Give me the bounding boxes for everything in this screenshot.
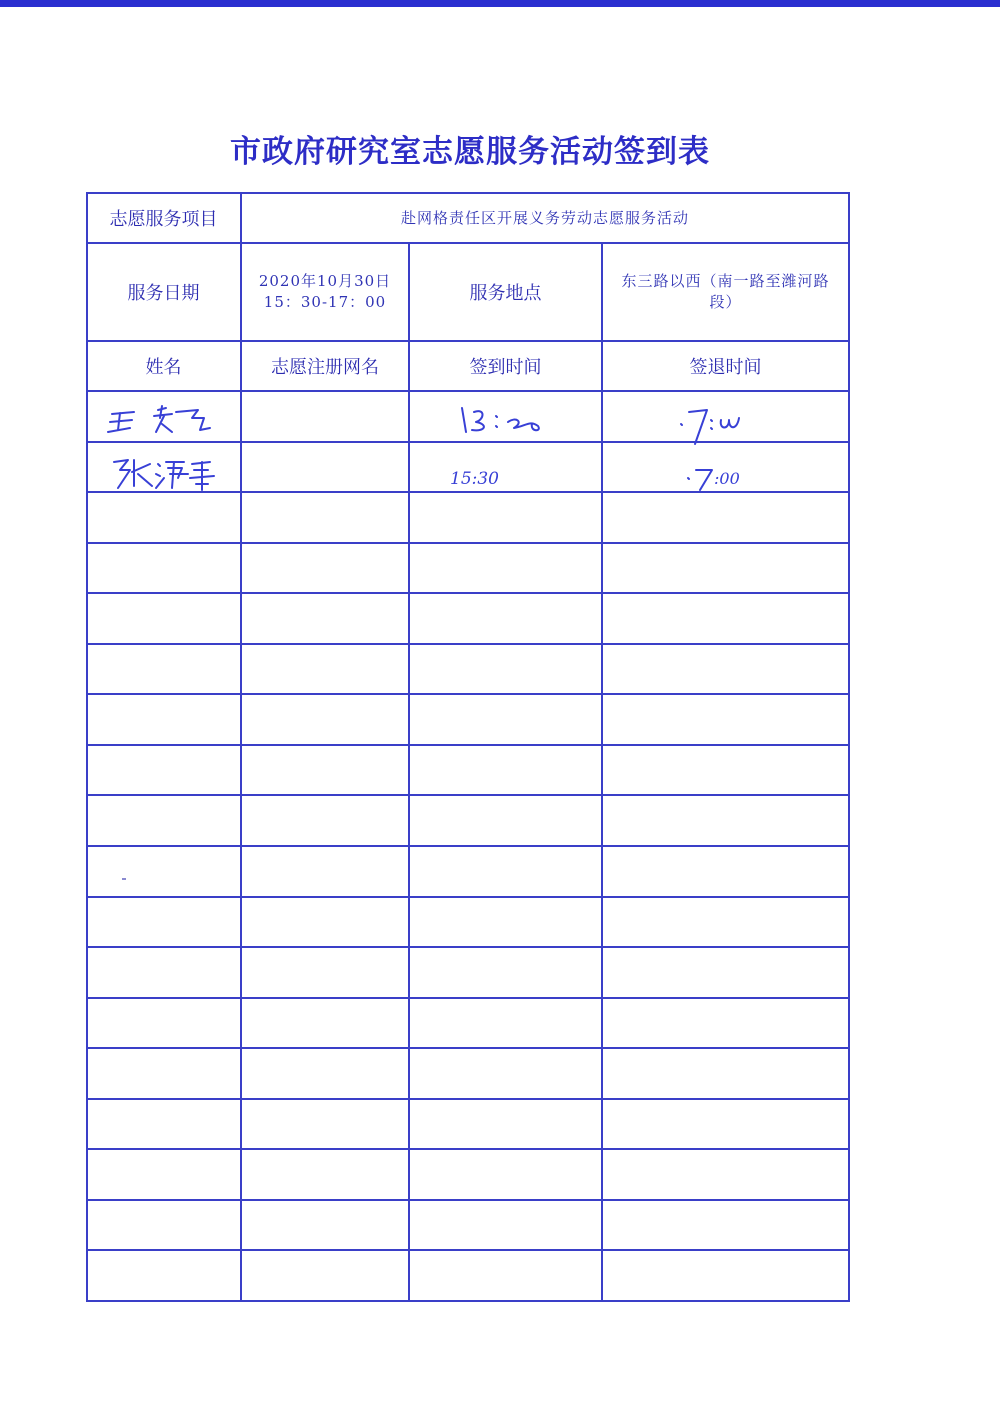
svg-text::00: :00 [714,469,740,488]
column-header-sign-out: 签退时间 [689,357,762,378]
scan-speck [122,878,126,880]
table-row-line [86,946,850,948]
table-border-right [848,192,850,1302]
project-value: 赴网格责任区开展义务劳动志愿服务活动 [400,208,689,227]
table-row-line [86,693,850,695]
table-row-line [86,592,850,594]
table-line [86,390,850,392]
table-row-line [86,1098,850,1100]
table-row-line [86,896,850,898]
service-date-value [242,244,408,340]
page-title: 市政府研究室志愿服务活动签到表 [230,134,710,170]
service-date-line2: 15：30-17：00 [263,293,387,311]
column-header-name: 姓名 [145,357,182,378]
project-label: 志愿服务项目 [109,209,218,230]
service-place-label: 服务地点 [469,283,542,304]
column-header-net-name: 志愿注册网名 [271,357,379,378]
column-header-sign-in: 签到时间 [469,357,542,378]
table-row-line [86,1199,850,1201]
handwritten-sign-in-row-1 [456,402,556,436]
handwritten-name-row-1 [106,402,216,436]
table-row-line [86,1148,850,1150]
table-row-line [86,794,850,796]
table-row-line [86,643,850,645]
handwritten-sign-in-row-2 [448,468,538,492]
service-place-value: 东三路以西（南一路至潍河路段） [621,272,830,311]
table-border-bottom [86,1300,850,1302]
table-row-line [86,1047,850,1049]
table-row-line [86,542,850,544]
table-row-line [86,997,850,999]
handwritten-sign-out-row-1 [671,400,771,446]
service-date-label: 服务日期 [127,283,200,304]
scan-top-edge [0,0,1000,7]
table-col-line [408,242,410,1302]
sign-in-row-2-text: 15:30 [450,469,499,489]
service-date-line1: 2020年10月30日 [258,272,392,290]
table-row-line [86,845,850,847]
table-row-line [86,1249,850,1251]
handwritten-name-row-2 [108,454,228,494]
table-col-line [601,242,603,1302]
sign-in-table [86,192,850,1302]
table-row-line [86,744,850,746]
handwritten-sign-out-row-2 [684,466,784,492]
